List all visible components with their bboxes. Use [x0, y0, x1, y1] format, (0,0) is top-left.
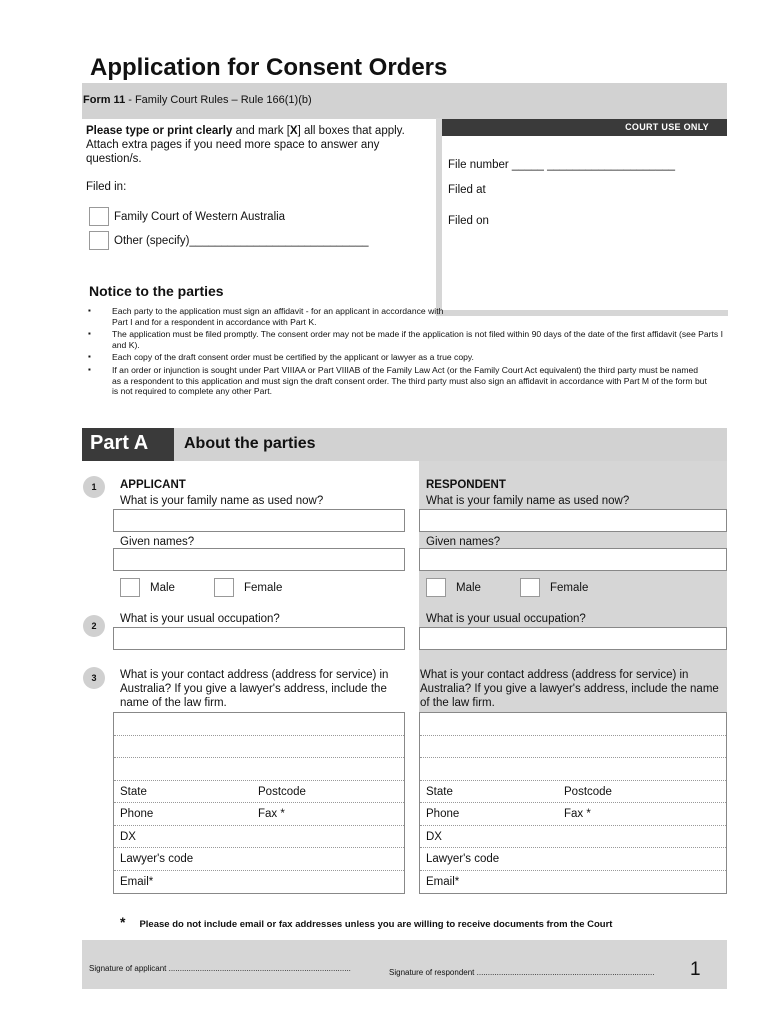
notice-heading: Notice to the parties	[89, 283, 224, 299]
page-title: Application for Consent Orders	[90, 54, 448, 81]
notice-bullet: ▪ Each copy of the draft consent order must be certified by the applicant or lawyer as a true copy.	[88, 352, 723, 363]
respondent-address-line-3[interactable]	[420, 758, 726, 781]
instructions	[86, 124, 436, 166]
applicant-sex-male[interactable]	[120, 578, 175, 597]
instructions-text-1: and mark [	[232, 125, 290, 137]
applicant-dx-row[interactable]	[114, 826, 404, 849]
applicant-address-label: What is your contact address (address for service) in Australia? If you give a lawyer's address, include the name of the law firm.	[120, 669, 389, 709]
footnote-text: Please do not include email or fax addresses unless you are willing to receive documents from the Court	[139, 919, 613, 930]
other-court-label: Other (specify)____________________________	[114, 234, 369, 247]
respondent-family-name-label: What is your family name as used now?	[426, 495, 630, 507]
notice-bullet: ▪ The application must be filed promptly. The consent order may not be made if the application is not filed within 90 days of the date of the first affidavit (see Parts I and K).	[88, 329, 723, 350]
applicant-male-label: Male	[150, 581, 175, 594]
applicant-phone-label: Phone	[120, 808, 154, 820]
respondent-sex-female[interactable]	[520, 578, 588, 597]
respondent-email-row[interactable]	[420, 871, 726, 894]
respondent-male-label: Male	[456, 581, 481, 594]
applicant-lawyers-code-row[interactable]	[114, 848, 404, 871]
file-number-field[interactable]: File number _____ ____________________	[448, 159, 676, 171]
respondent-signature-line[interactable]: Signature of respondent ................................................................................	[389, 968, 655, 977]
respondent-sex-male[interactable]	[426, 578, 481, 597]
respondent-fax-label: Fax *	[564, 808, 591, 820]
respondent-state-label: State	[426, 785, 453, 798]
respondent-address-line-2[interactable]	[420, 736, 726, 759]
respondent-given-names-label: Given names?	[426, 536, 501, 548]
applicant-address-line-3[interactable]	[114, 758, 404, 781]
applicant-lawyers-code-label: Lawyer's code	[120, 853, 194, 865]
applicant-address-block	[113, 712, 405, 894]
applicant-email-label: Email*	[120, 875, 154, 888]
respondent-male-checkbox[interactable]	[426, 578, 446, 597]
other-court-checkbox[interactable]	[89, 231, 109, 250]
part-a-title: About the parties	[184, 435, 316, 452]
filed-on-field[interactable]: Filed on	[448, 215, 489, 227]
respondent-occupation-label: What is your usual occupation?	[426, 613, 586, 625]
respondent-given-names-input[interactable]	[419, 548, 727, 571]
form-reference-band	[82, 83, 727, 119]
respondent-address-block	[419, 712, 727, 894]
applicant-address-line-1[interactable]	[114, 713, 404, 736]
instructions-text-2: ] all boxes that apply. Attach extra pages if you need more space to answer any question/s.	[86, 125, 405, 165]
notice-list	[88, 306, 723, 399]
respondent-occupation-input[interactable]	[419, 627, 727, 650]
instructions-x: X	[289, 125, 298, 137]
filed-at-field[interactable]: Filed at	[448, 184, 486, 196]
form-rule: - Family Court Rules – Rule 166(1)(b)	[125, 94, 312, 106]
respondent-address-line-1[interactable]	[420, 713, 726, 736]
applicant-family-name-input[interactable]	[113, 509, 405, 532]
family-court-checkbox[interactable]	[89, 207, 109, 226]
question-number-1: 1	[83, 476, 105, 498]
filed-in-label: Filed in:	[86, 181, 127, 193]
notice-bullet: ▪ If an order or injunction is sought under Part VIIIAA or Part VIIIAB of the Family Law Act (or the Family Court Act equivalent) the third party must be named as a respondent to this application and must sign the draft consent order. The third party must also sign an affidavit in accordance with Part M of the form but is not required to complete any other Part.	[88, 365, 708, 397]
court-use-header: COURT USE ONLY	[442, 119, 727, 136]
respondent-family-name-input[interactable]	[419, 509, 727, 532]
applicant-state-label: State	[120, 785, 147, 798]
respondent-phone-label: Phone	[426, 808, 460, 820]
applicant-phone-fax-row[interactable]	[114, 803, 404, 826]
form-number: Form 11	[83, 94, 126, 106]
applicant-heading: APPLICANT	[120, 479, 186, 491]
court-option-other[interactable]	[89, 231, 369, 250]
applicant-state-postcode-row[interactable]	[114, 781, 404, 804]
notice-bullet: ▪ Each party to the application must sign an affidavit - for an applicant in accordance with Part I and for a respondent in accordance with Part K.	[88, 306, 448, 327]
family-court-label: Family Court of Western Australia	[114, 210, 286, 223]
instructions-bold: Please type or print clearly	[86, 125, 233, 137]
applicant-sex-female[interactable]	[214, 578, 282, 597]
applicant-family-name-label: What is your family name as used now?	[120, 495, 324, 507]
respondent-phone-fax-row[interactable]	[420, 803, 726, 826]
respondent-heading: RESPONDENT	[426, 479, 506, 491]
applicant-given-names-label: Given names?	[120, 536, 195, 548]
respondent-female-checkbox[interactable]	[520, 578, 540, 597]
respondent-lawyers-code-row[interactable]	[420, 848, 726, 871]
applicant-occupation-label: What is your usual occupation?	[120, 613, 280, 625]
applicant-female-label: Female	[244, 581, 283, 594]
part-a-band	[82, 428, 727, 461]
applicant-occupation-input[interactable]	[113, 627, 405, 650]
applicant-fax-label: Fax *	[258, 808, 285, 820]
footnote-star: *	[120, 914, 126, 930]
respondent-postcode-label: Postcode	[564, 785, 612, 798]
applicant-given-names-input[interactable]	[113, 548, 405, 571]
respondent-lawyers-code-label: Lawyer's code	[426, 853, 500, 865]
court-option-family-court[interactable]	[89, 207, 285, 226]
applicant-signature-line[interactable]: Signature of applicant ..................................................................................	[89, 964, 351, 973]
respondent-dx-label: DX	[426, 830, 442, 843]
footnote	[120, 914, 612, 930]
question-number-3: 3	[83, 667, 105, 689]
applicant-address-line-2[interactable]	[114, 736, 404, 759]
respondent-dx-row[interactable]	[420, 826, 726, 849]
page-number: 1	[690, 959, 701, 980]
applicant-email-row[interactable]	[114, 871, 404, 894]
respondent-female-label: Female	[550, 581, 589, 594]
respondent-address-label: What is your contact address (address for service) in Australia? If you give a lawyer's address, include the name of the law firm.	[420, 669, 719, 709]
applicant-dx-label: DX	[120, 830, 136, 843]
respondent-state-postcode-row[interactable]	[420, 781, 726, 804]
respondent-email-label: Email*	[426, 875, 460, 888]
applicant-postcode-label: Postcode	[258, 785, 306, 798]
part-a-tab: Part A	[82, 428, 174, 461]
applicant-male-checkbox[interactable]	[120, 578, 140, 597]
applicant-female-checkbox[interactable]	[214, 578, 234, 597]
question-number-2: 2	[83, 615, 105, 637]
